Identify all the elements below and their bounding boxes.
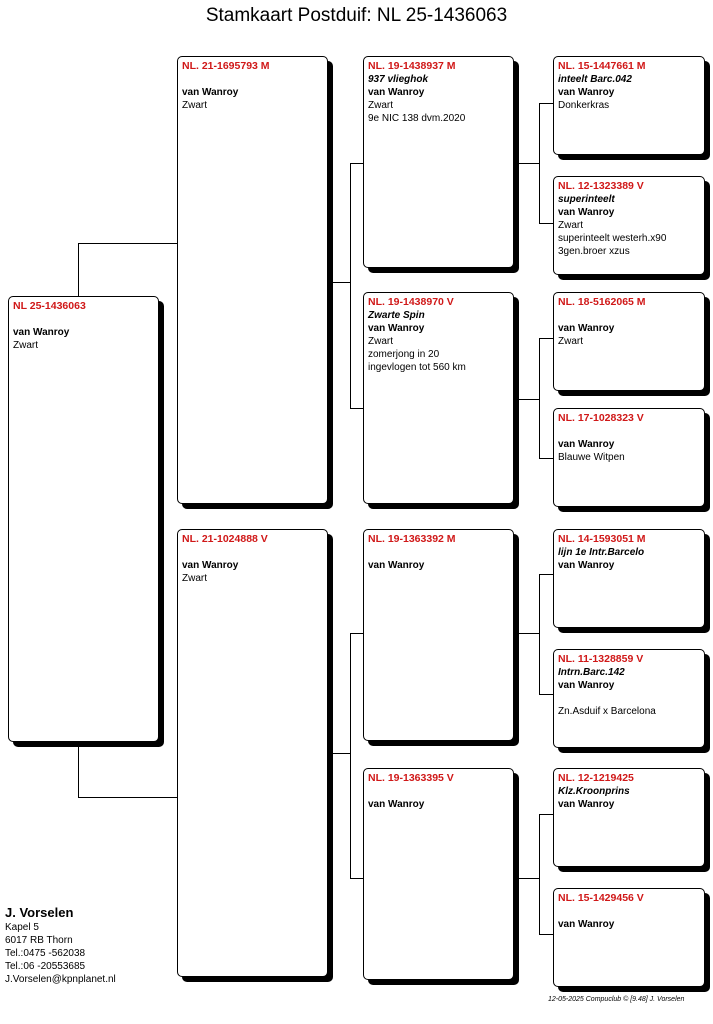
ring-number: NL. 12-1323389 V [558,180,644,192]
connector [78,243,79,297]
breeder-name: van Wanroy [558,207,615,218]
pigeon-detail: Zn.Asduif x Barcelona [558,706,656,717]
connector [514,633,540,634]
pigeon-name: Zwarte Spin [368,310,425,321]
pigeon-name: Intrn.Barc.142 [558,667,625,678]
owner-phone: Tel.:0475 -562038 [5,948,86,959]
pigeon-detail: 3gen.broer xzus [558,246,630,257]
connector [328,282,351,283]
great-grandparent-card-mff [553,529,705,628]
connector [539,814,540,935]
connector [350,163,351,409]
great-grandparent-card-fff [553,56,705,155]
breeder-name: van Wanroy [368,323,425,334]
pigeon-detail: superinteelt westerh.x90 [558,233,667,244]
connector [539,814,553,815]
ring-number: NL. 21-1024888 V [182,533,268,545]
owner-info [5,904,116,986]
pigeon-detail: Donkerkras [558,100,610,111]
connector [539,574,540,695]
connector [78,797,178,798]
pigeon-detail: ingevlogen tot 560 km [368,362,466,373]
pigeon-detail: Blauwe Witpen [558,452,625,463]
ring-number: NL. 14-1593051 M [558,533,646,545]
connector [539,694,553,695]
connector [514,399,540,400]
pigeon-detail: Zwart [182,100,207,111]
spacer [182,546,323,559]
spacer [558,905,700,918]
spacer [368,546,509,559]
credit-line: 12-05-2025 Compuclub © [9.48] J. Vorselen [548,996,685,1003]
connector [539,934,553,935]
ring-number: NL. 21-1695793 M [182,60,270,72]
connector [350,408,363,409]
owner-address: Kapel 5 [5,922,39,933]
pigeon-detail: Zwart [558,220,583,231]
connector [514,878,540,879]
connector [539,223,553,224]
spacer [182,73,323,86]
connector [539,338,553,339]
breeder-name: van Wanroy [558,87,615,98]
connector [514,163,540,164]
pigeon-name: inteelt Barc.042 [558,74,632,85]
ring-number: NL. 19-1363392 M [368,533,456,545]
great-grandparent-card-ffm [553,176,705,275]
pigeon-name: superinteelt [558,194,615,205]
maternal-grandmother-card [363,768,514,980]
connector [539,574,553,575]
ring-number: NL. 11-1328859 V [558,653,644,665]
page-title: Stamkaart Postduif: NL 25-1436063 [205,5,508,26]
great-grandparent-card-mmf [553,768,705,867]
spacer [558,309,700,322]
breeder-name: van Wanroy [182,560,239,571]
connector [539,458,553,459]
pigeon-detail: Zwart [558,336,583,347]
ring-number: NL. 19-1363395 V [368,772,454,784]
ring-number: NL 25-1436063 [13,300,86,312]
pigeon-name: 937 vlieghok [368,74,429,85]
great-grandparent-card-mfm [553,649,705,748]
maternal-grandfather-card [363,529,514,741]
connector [78,742,79,797]
subject-pigeon-card [8,296,159,742]
breeder-name: van Wanroy [368,799,425,810]
owner-name: J. Vorselen [5,905,74,920]
spacer [368,785,509,798]
breeder-name: van Wanroy [558,323,615,334]
pigeon-detail: Zwart [182,573,207,584]
owner-mobile: Tel.:06 -20553685 [5,961,86,972]
pigeon-detail: Zwart [13,340,38,351]
spacer [558,692,700,705]
breeder-name: van Wanroy [558,439,615,450]
ring-number: NL. 19-1438937 M [368,60,456,72]
breeder-name: van Wanroy [368,87,425,98]
connector [539,338,540,459]
great-grandparent-card-mmm [553,888,705,987]
ring-number: NL. 12-1219425 [558,772,634,784]
great-grandparent-card-fmf [553,292,705,391]
breeder-name: van Wanroy [13,327,70,338]
connector [328,753,351,754]
owner-postcode: 6017 RB Thorn [5,935,73,946]
connector [78,243,178,244]
paternal-grandmother-card [363,292,514,504]
great-grandparent-card-fmm [553,408,705,507]
mother-card [177,529,328,977]
pigeon-detail: zomerjong in 20 [368,349,440,360]
pigeon-detail: Zwart [368,336,393,347]
breeder-name: van Wanroy [182,87,239,98]
connector [539,103,540,224]
pigeon-name: Klz.Kroonprins [558,786,630,797]
owner-email: J.Vorselen@kpnplanet.nl [5,974,116,985]
connector [539,103,553,104]
connector [350,878,363,879]
spacer [558,425,700,438]
ring-number: NL. 18-5162065 M [558,296,646,308]
connector [350,633,351,879]
connector [350,163,363,164]
breeder-name: van Wanroy [558,919,615,930]
ring-number: NL. 19-1438970 V [368,296,454,308]
ring-number: NL. 17-1028323 V [558,412,644,424]
breeder-name: van Wanroy [558,680,615,691]
paternal-grandfather-card [363,56,514,268]
breeder-name: van Wanroy [558,799,615,810]
father-card [177,56,328,504]
pigeon-detail: 9e NIC 138 dvm.2020 [368,113,466,124]
breeder-name: van Wanroy [368,560,425,571]
pigeon-detail: Zwart [368,100,393,111]
breeder-name: van Wanroy [558,560,615,571]
ring-number: NL. 15-1429456 V [558,892,644,904]
connector [350,633,363,634]
ring-number: NL. 15-1447661 M [558,60,646,72]
spacer [13,313,154,326]
pigeon-name: lijn 1e Intr.Barcelo [558,547,645,558]
